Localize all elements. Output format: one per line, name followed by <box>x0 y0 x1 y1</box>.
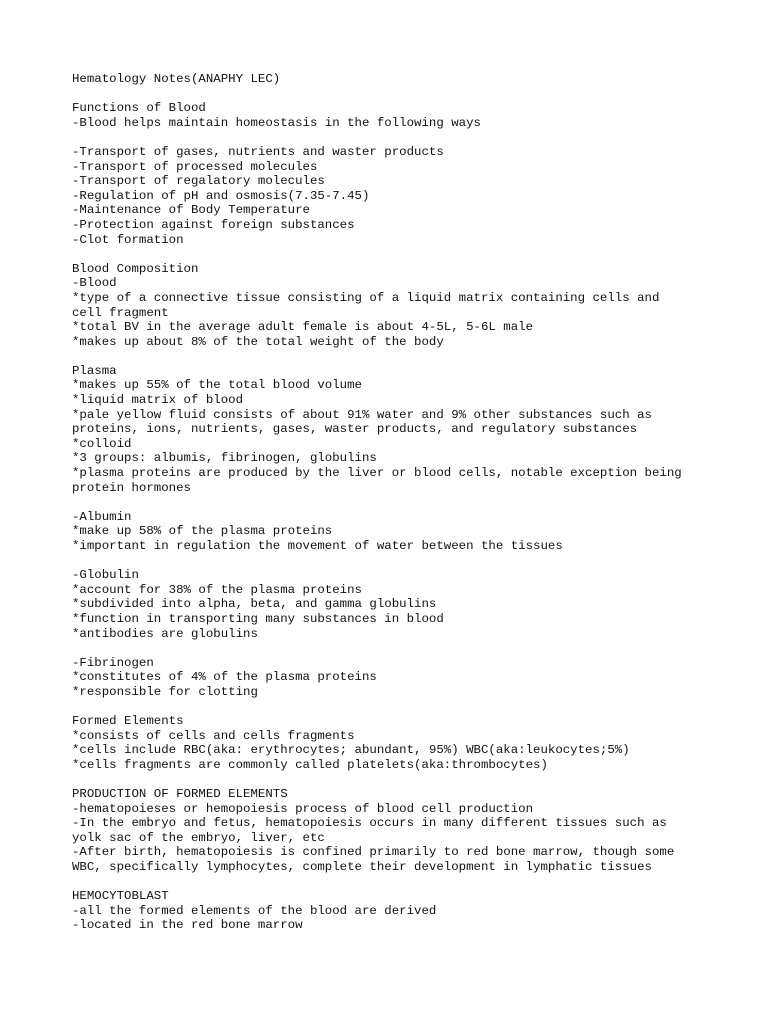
paragraph-spacer <box>72 130 732 145</box>
paragraph-spacer <box>72 349 732 364</box>
text-block <box>72 510 732 554</box>
text-line: *makes up about 8% of the total weight of the body <box>72 334 444 349</box>
paragraph-spacer <box>72 641 732 656</box>
text-line: *responsible for clotting <box>72 684 258 699</box>
text-block <box>72 364 732 495</box>
block-heading-line: -Transport of gases, nutrients and waster products <box>72 144 444 159</box>
block-heading-line: Plasma <box>72 363 117 378</box>
text-block <box>72 714 732 772</box>
text-line: *make up 58% of the plasma proteins <box>72 524 333 539</box>
text-line: *cells fragments are commonly called platelets(aka:thrombocytes) <box>72 757 548 772</box>
text-block <box>72 262 732 350</box>
paragraph-spacer <box>72 247 732 262</box>
paragraph-spacer <box>72 554 732 569</box>
text-line: *account for 38% of the plasma proteins <box>72 582 362 597</box>
text-block <box>72 568 732 641</box>
block-heading-line: HEMOCYTOBLAST <box>72 889 169 904</box>
document-title-block <box>72 72 732 87</box>
document-page <box>72 72 732 933</box>
text-line: -Protection against foreign substances <box>72 217 355 232</box>
block-heading-line: Blood Composition <box>72 261 199 276</box>
text-line: *pale yellow fluid consists of about 91% water and 9% other substances such as <box>72 407 652 422</box>
text-block <box>72 101 732 130</box>
text-line: *subdivided into alpha, beta, and gamma globulins <box>72 597 437 612</box>
text-line: *plasma proteins are produced by the liver or blood cells, notable exception being <box>72 466 682 481</box>
text-line: -Blood <box>72 276 117 291</box>
text-line: -In the embryo and fetus, hematopoiesis occurs in many different tissues such as <box>72 816 667 831</box>
text-line: *important in regulation the movement of water between the tissues <box>72 539 563 553</box>
block-heading-line: -Globulin <box>72 568 139 583</box>
block-heading-line: Formed Elements <box>72 714 184 729</box>
document-title: Hematology Notes(ANAPHY LEC) <box>72 72 281 86</box>
text-line: protein hormones <box>72 480 191 495</box>
text-line: -After birth, hematopoiesis is confined primarily to red bone marrow, though some <box>72 845 675 860</box>
paragraph-spacer <box>72 875 732 890</box>
text-line: -hematopoieses or hemopoiesis process of blood cell production <box>72 801 534 816</box>
block-heading-line: -Albumin <box>72 509 132 524</box>
paragraph-spacer <box>72 773 732 788</box>
block-heading-line: -Fibrinogen <box>72 655 154 670</box>
text-line: -all the formed elements of the blood are derived <box>72 903 437 918</box>
text-line: *antibodies are globulins <box>72 626 258 641</box>
text-line: *consists of cells and cells fragments <box>72 728 355 743</box>
text-line: *cells include RBC(aka: erythrocytes; abundant, 95%) WBC(aka:leukocytes;5%) <box>72 743 630 758</box>
text-line: proteins, ions, nutrients, gases, waster products, and regulatory substances <box>72 422 638 437</box>
text-line: *function in transporting many substances in blood <box>72 611 444 626</box>
text-line: *constitutes of 4% of the plasma proteins <box>72 670 377 685</box>
text-block <box>72 889 732 933</box>
text-line: -located in the red bone marrow <box>72 918 303 933</box>
text-block <box>72 787 732 875</box>
text-line: yolk sac of the embryo, liver, etc <box>72 830 325 845</box>
paragraph-spacer <box>72 87 732 102</box>
text-line: WBC, specifically lymphocytes, complete their development in lymphatic tissues <box>72 860 652 875</box>
block-heading-line: Functions of Blood <box>72 101 206 116</box>
text-line: -Maintenance of Body Temperature <box>72 203 310 218</box>
text-line: *makes up 55% of the total blood volume <box>72 378 362 393</box>
paragraph-spacer <box>72 700 732 715</box>
text-line: *total BV in the average adult female is about 4-5L, 5-6L male <box>72 320 534 335</box>
block-heading-line: PRODUCTION OF FORMED ELEMENTS <box>72 787 288 802</box>
text-line: -Clot formation <box>72 232 184 247</box>
text-line: cell fragment <box>72 305 169 320</box>
text-block <box>72 656 732 700</box>
text-line: -Transport of regalatory molecules <box>72 174 325 189</box>
text-line: *colloid <box>72 436 132 451</box>
text-block <box>72 145 732 247</box>
text-line: -Transport of processed molecules <box>72 159 318 174</box>
text-line: *3 groups: albumis, fibrinogen, globulins <box>72 451 377 466</box>
text-line: *liquid matrix of blood <box>72 393 244 408</box>
text-line: -Blood helps maintain homeostasis in the following ways <box>72 115 481 130</box>
text-line: *type of a connective tissue consisting of a liquid matrix containing cells and <box>72 290 660 305</box>
text-line: -Regulation of pH and osmosis(7.35-7.45) <box>72 188 370 203</box>
paragraph-spacer <box>72 495 732 510</box>
